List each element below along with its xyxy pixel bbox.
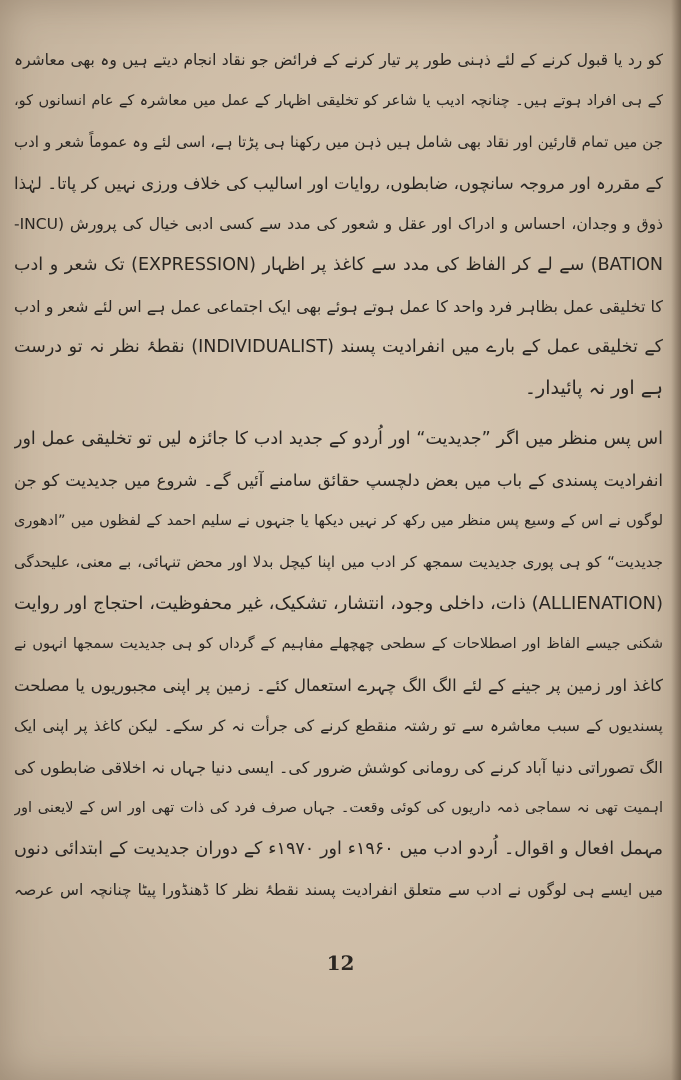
page-body-text	[14, 40, 663, 911]
text-line: (ALLIENATION) ذات، داخلی وجود، انتشار، تشکیک، غیر محفوظیت، احتجاج اور روایت	[14, 593, 663, 614]
page-edge-shadow	[671, 0, 681, 1080]
paragraph-break	[14, 409, 663, 419]
text-line: لوگوں نے اس کے وسیع پس منظر میں رکھ کر نہیں دیکھا یا جنہوں نے سلیم احمد کے لفظوں میں ”ادھوری	[14, 513, 663, 529]
text-line: کے ہی افراد ہوتے ہیں۔ چنانچہ ادیب یا شاعر کو تخلیقی اظہار کے عمل میں معاشرہ کے عام انسانوں کو،	[14, 93, 663, 109]
text-line: ہے اور نہ پائیدار۔	[524, 377, 663, 399]
text-line: اس پس منظر میں اگر ”جدیدیت“ اور اُردو کے جدید ادب کا جائزہ لیں تو تخلیقی عمل اور	[14, 429, 663, 449]
text-line: پسندیوں کے سبب معاشرہ سے تو رشتہ منقطع کرنے کی جرأت نہ کر سکے۔ لیکن کاغذ پر اپنی ایک	[14, 717, 663, 735]
text-line: جدیدیت“ کو ہی پوری جدیدیت سمجھ کر ادب میں اپنا کیچل بدلا اور محض تنہائی، بے معنی، علیحدگی	[14, 553, 663, 571]
text-line: جن میں تمام قارئین اور نقاد بھی شامل ہیں ذہن میں رکھنا ہی پڑتا ہے، اسی لئے وہ عموماً شعر و ادب	[14, 133, 663, 151]
text-line: کو رد یا قبول کرنے کے لئے ذہنی طور پر تیار کرنے کے فرائض جو نقاد انجام دیتے ہیں وہ بھی معاشرہ	[14, 51, 663, 69]
text-line: شکنی جیسے الفاظ اور اصطلاحات کے سطحی چھچھلے مفاہیم کے گرداں کو ہی جدیدیت سمجھا انہوں نے	[14, 636, 663, 652]
text-line: اہمیت تھی نہ سماجی ذمہ داریوں کی کوئی وقعت۔ جہاں صرف فرد کی ذات تھی اور اس کے لایعنی اور	[14, 800, 663, 816]
text-line: میں ایسے ہی لوگوں نے ادب سے متعلق انفرادیت پسند نقطۂ نظر کا ڈھنڈورا پیٹا چنانچہ اس عرصہ	[14, 881, 663, 899]
text-line: مہمل افعال و اقوال۔ اُردو ادب میں ۱۹۶۰ء اور ۱۹۷۰ء کے دوران جدیدیت کے ابتدائی دنوں	[14, 839, 663, 859]
text-line: کا تخلیقی عمل بظاہر فرد واحد کا عمل ہوتے ہوئے بھی ایک اجتماعی عمل ہے اس لئے شعر و ادب	[14, 297, 663, 316]
page-number: 12	[326, 951, 355, 975]
text-line: انفرادیت پسندی کے باب میں بعض دلچسپ حقائق سامنے آئیں گے۔ شروع میں جدیدیت کو جن	[14, 471, 663, 490]
text-line: الگ تصوراتی دنیا آباد کرنے کی رومانی کوشش ضرور کی۔ ایسی دنیا جہاں نہ اخلاقی ضابطوں کی	[14, 758, 663, 777]
text-line: ذوق و وجدان، احساس و ادراک اور عقل و شعور کی مدد سے کسی ادبی خیال کی پرورش (INCU-	[14, 215, 663, 233]
text-line: کے مقررہ اور مروجہ سانچوں، ضابطوں، روایات اور اسالیب کی خلاف ورزی نہیں کر پاتا۔ لہٰذا	[14, 174, 663, 193]
text-line: BATION) سے لے کر الفاظ کی مدد سے کاغذ پر اظہار (EXPRESSION) تک شعر و ادب	[14, 255, 663, 275]
text-line: کاغذ اور زمین پر جینے کے لئے الگ الگ چہرے استعمال کئے۔ زمین پر اپنی مجبوریوں یا مصلحت	[14, 676, 663, 695]
text-line: کے تخلیقی عمل کے بارے میں انفرادیت پسند (INDIVIDUALIST) نقطۂ نظر نہ تو درست	[14, 337, 663, 357]
